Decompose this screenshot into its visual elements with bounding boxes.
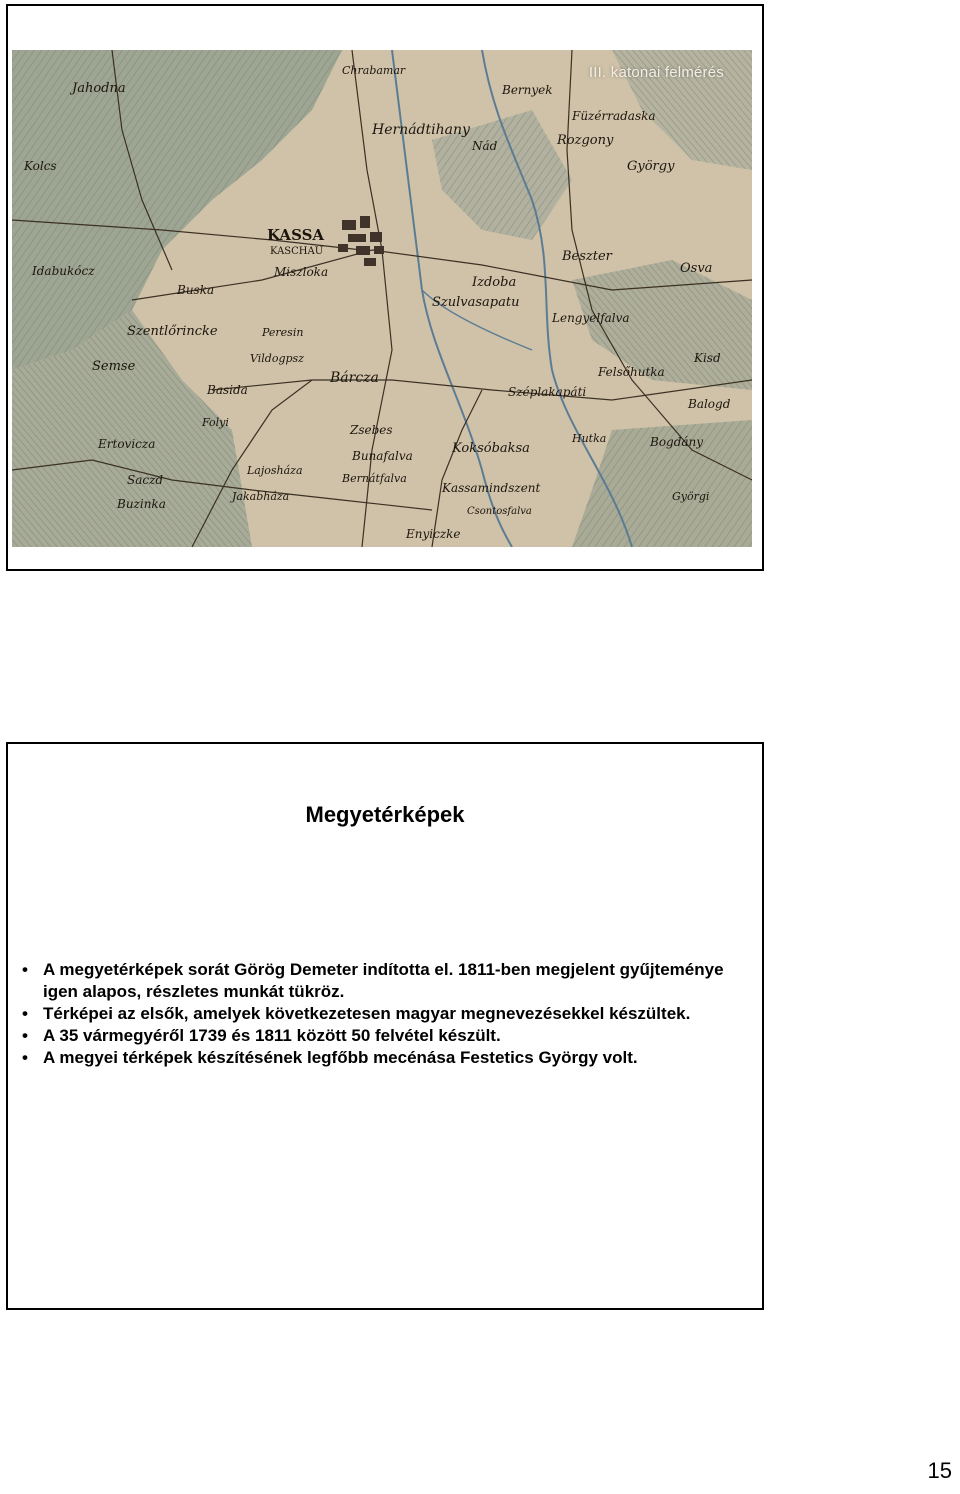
map-label-jahodna: Jahodna (72, 81, 126, 96)
page-number: 15 (927, 1458, 952, 1483)
map-caption: III. katonai felmérés (588, 64, 724, 81)
map-label-bernyek: Bernyek (502, 83, 553, 97)
map-label-kassamindszent: Kassamindszent (442, 481, 541, 495)
bullet-dot: • (22, 1026, 28, 1045)
map-label-zsebes: Zsebes (350, 423, 393, 437)
bullet-list (20, 959, 750, 1069)
map-label-kassa: KASSA (267, 226, 325, 244)
map-label-szulvasapatu: Szulvasapatu (432, 295, 520, 310)
map-label-bunafalva: Bunafalva (352, 449, 413, 463)
map-label-kisd: Kisd (694, 351, 721, 365)
bullet-item (20, 1047, 750, 1069)
map-label-hernadtihany: Hernádtihany (372, 122, 470, 138)
map-label-gyorgy: György (627, 159, 675, 174)
map-label-hutka: Hutka (572, 432, 607, 445)
map-label-buzinka: Buzinka (117, 497, 166, 511)
bullet-dot: • (22, 960, 28, 979)
military-survey-map (12, 50, 752, 547)
map-label-csontosfalva: Csontosfalva (467, 506, 532, 517)
slide-megyeterkepek (6, 742, 764, 1310)
slide-map (6, 4, 764, 571)
map-label-kaschau: KASCHAU (270, 246, 324, 257)
map-label-buska: Buska (177, 283, 215, 297)
map-label-felsohutka: Felsőhutka (598, 365, 665, 379)
map-label-saczd: Saczd (127, 473, 164, 487)
map-label-osva: Osva (680, 261, 713, 276)
bullet-item (20, 1003, 750, 1025)
map-label-koksobaksa: Koksóbaksa (452, 441, 530, 456)
bullet-text: A 35 vármegyéről 1739 és 1811 között 50 felvétel készült. (43, 1026, 501, 1045)
bullet-text: A megyei térképek készítésének legfőbb mecénása Festetics György volt. (43, 1048, 638, 1067)
bullet-dot: • (22, 1004, 28, 1023)
map-label-semse: Semse (92, 359, 136, 374)
map-label-basida: Basida (207, 383, 248, 397)
map-label-chrabamar: Chrabamar (342, 64, 406, 77)
map-label-kolcs: Kolcs (24, 159, 57, 173)
map-label-lajoshaza: Lajosháza (247, 464, 303, 477)
map-label-idabuk: Idabukócz (32, 264, 95, 278)
map-label-ertovicza: Ertovicza (98, 437, 156, 451)
map-label-peresin: Peresin (262, 326, 304, 339)
bullet-dot: • (22, 1048, 28, 1067)
map-label-gyorgi: Györgi (672, 490, 710, 503)
map-label-lengyelfalva: Lengyelfalva (552, 311, 630, 325)
bullet-text: A megyetérképek sorát Görög Demeter indította el. 1811-ben megjelent gyűjteménye igen alapos, részletes munkát tükröz. (43, 960, 724, 1001)
map-image (12, 50, 752, 547)
map-label-beszter: Beszter (562, 249, 612, 264)
map-label-fuzer: Füzérradaska (572, 109, 656, 123)
map-label-szentlorincke: Szentlőrincke (127, 324, 218, 339)
map-label-bernatfalva: Bernátfalva (342, 472, 407, 485)
map-label-folyi: Folyi (202, 416, 229, 429)
bullet-text: Térképei az elsők, amelyek következetesen magyar megnevezésekkel készültek. (43, 1004, 691, 1023)
map-label-barcza: Bárcza (330, 370, 379, 386)
map-label-nad: Nád (472, 139, 498, 153)
map-label-izdoba: Izdoba (472, 275, 517, 290)
map-label-rozgony: Rozgony (557, 133, 614, 148)
map-label-enyiczke: Enyiczke (406, 527, 461, 541)
bullet-item (20, 1025, 750, 1047)
bullet-item (20, 959, 750, 1003)
slide-title: Megyetérképek (305, 802, 465, 827)
map-label-vildogpsz: Vildogpsz (250, 352, 304, 365)
map-label-miszloka: Miszloka (274, 265, 329, 279)
map-label-balogd: Balogd (688, 397, 731, 411)
map-label-szeplak: Széplakapáti (508, 385, 587, 399)
map-label-bogdany: Bogdány (650, 435, 704, 449)
map-label-jakabhaza: Jakabháza (232, 490, 290, 503)
